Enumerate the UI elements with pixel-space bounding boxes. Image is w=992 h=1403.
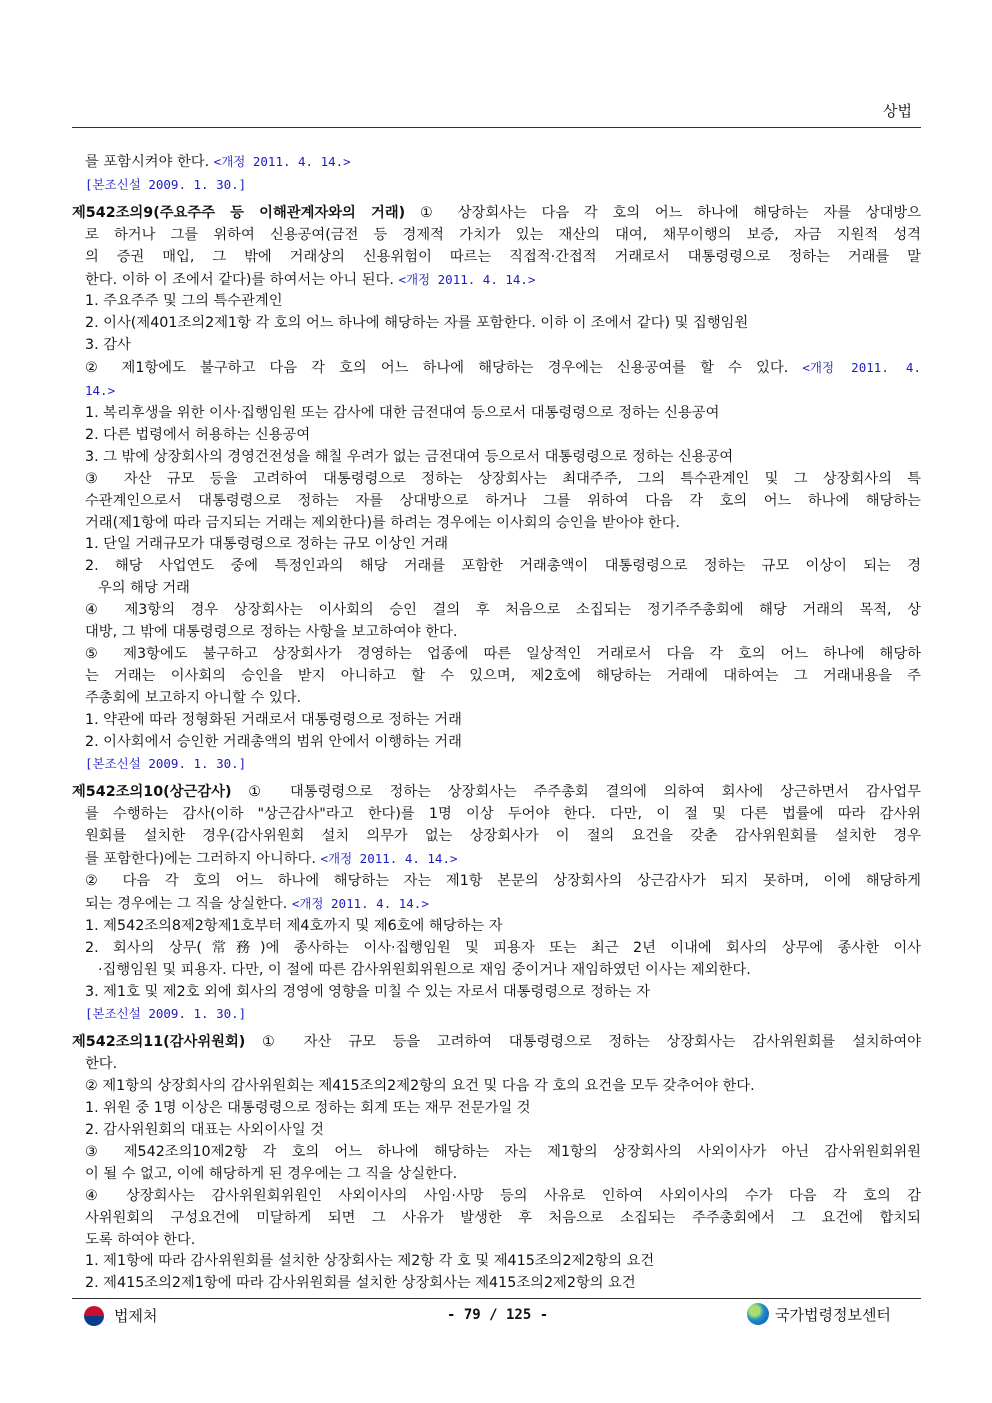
body-line <box>72 826 921 848</box>
line-text: ③ 자산 규모 등을 고려하여 대통령령으로 정하는 상장회사는 최대주주, 그의 특수관계인 및 그 상장회사의 특 <box>85 470 921 487</box>
body-line <box>72 269 921 292</box>
page-number: - 79 / 125 - <box>447 1307 549 1323</box>
original-enactment-note: [본조신설 2009. 1. 30.] <box>85 176 247 192</box>
line-text: 2. 다른 법령에서 허용하는 신용공여 <box>85 426 311 443</box>
line-text: 를 수행하는 감사(이하 "상근감사"라고 한다)를 1명 이상 두어야 한다. 다만, 이 절 및 다른 법률에 따라 감사위 <box>85 806 921 823</box>
line-text: 2. 해당 사업연도 중에 특정인과의 해당 거래를 포함한 거래총액이 대통령령으로 정하는 규모 이상이 되는 경 <box>85 558 921 575</box>
document-body <box>72 151 921 1295</box>
body-line <box>72 960 921 982</box>
line-text: 원회를 설치한 경우(감사위원회 설치 의무가 없는 상장회사가 이 절의 요건을 갖춘 감사위원회를 설치한 경우 <box>85 828 921 845</box>
footer-left-label: 법제처 <box>114 1307 158 1325</box>
body-line <box>72 1054 921 1076</box>
line-text: ② 다음 각 호의 어느 하나에 해당하는 자는 제1항 본문의 상장회사의 상근감사가 되지 못하며, 이에 해당하게 <box>85 873 921 889</box>
footer-right-label: 국가법령정보센터 <box>775 1305 891 1324</box>
line-text: ② 제1항에도 불구하고 다음 각 호의 어느 하나에 해당하는 경우에는 신용공여를 할 수 있다. <box>85 360 789 377</box>
body-line <box>72 688 921 710</box>
body-line <box>72 225 921 247</box>
line-text: 3. 그 밖에 상장회사의 경영건전성을 해칠 우려가 없는 금전대여 등으로서 대통령령으로 정하는 신용공여 <box>85 448 734 465</box>
revision-note: <개정 2011. 4. 14.> <box>398 271 536 287</box>
line-text: ⑤ 제3항에도 불구하고 상장회사가 경영하는 업종에 따른 일상적인 거래로서 다음 각 호의 어느 하나에 해당하 <box>85 645 921 662</box>
line-text: 한다. 이하 이 조에서 같다)를 하여서는 아니 된다. <box>85 271 394 288</box>
body-line <box>72 1003 921 1026</box>
line-text: 의 증권 매입, 그 밖에 거래상의 신용위험이 따르는 직접적·간접적 거래로서 대통령령으로 정하는 거래를 말 <box>85 248 921 265</box>
body-line <box>72 534 921 556</box>
revision-note: 14.> <box>85 383 116 399</box>
line-text: ④ 상장회사는 감사위원회위원인 사외이사의 사임·사망 등의 사유로 인하여 사외이사의 수가 다음 각 호의 감 <box>85 1187 921 1204</box>
line-text: 로 하거나 그를 위하여 신용공여(금전 등 경제적 가치가 있는 재산의 대여, 채무이행의 보증, 자금 지원적 성격 <box>85 226 921 243</box>
line-text: 를 포함한다)에는 그러하지 아니하다. <box>85 851 316 868</box>
body-line <box>72 1273 921 1295</box>
body-line <box>72 1208 921 1230</box>
body-line <box>72 335 921 357</box>
line-text: ③ 제542조의10제2항 각 호의 어느 하나에 해당하는 자는 제1항의 상장회사의 사외이사가 아닌 감사위원회위원 <box>85 1143 921 1160</box>
original-enactment-note: [본조신설 2009. 1. 30.] <box>85 756 247 772</box>
body-line <box>72 848 921 871</box>
body-line <box>72 1230 921 1252</box>
body-line <box>72 982 921 1004</box>
revision-note: <개정 2011. 4. <box>802 360 921 376</box>
body-line <box>72 513 921 535</box>
body-line <box>72 247 921 269</box>
line-text: 2. 이사(제401조의2제1항 각 호의 어느 하나에 해당하는 자를 포함한다. 이하 이 조에서 같다) 및 집행임원 <box>85 315 749 332</box>
original-enactment-note: [본조신설 2009. 1. 30.] <box>85 1006 247 1022</box>
revision-note: <개정 2011. 4. 14.> <box>320 851 458 867</box>
header-divider <box>72 127 921 128</box>
line-text: ① 대통령령으로 정하는 상장회사는 주주총회 결의에 의하여 회사에 상근하면서 감사업무 <box>231 784 921 801</box>
body-line <box>72 938 921 960</box>
body-line <box>72 291 921 313</box>
body-line <box>72 1120 921 1142</box>
body-line <box>72 578 921 600</box>
footer-right <box>747 1303 891 1325</box>
body-line <box>72 447 921 469</box>
body-line <box>72 753 921 776</box>
line-text: 1. 단일 거래규모가 대통령령으로 정하는 규모 이상인 거래 <box>85 536 449 553</box>
line-text: 한다. <box>85 1056 118 1073</box>
body-line <box>72 1186 921 1208</box>
body-line <box>72 1032 921 1054</box>
body-line <box>72 871 921 893</box>
body-line <box>72 174 921 197</box>
body-line <box>72 151 921 174</box>
body-line <box>72 1164 921 1186</box>
line-text: 1. 제1항에 따라 감사위원회를 설치한 상장회사는 제2항 각 호 및 제415조의2제2항의 요건 <box>85 1253 655 1270</box>
footer-divider <box>72 1298 921 1299</box>
globe-logo-icon <box>747 1303 769 1325</box>
line-text: 사위원회의 구성요건에 미달하게 되면 그 사유가 발생한 후 처음으로 소집되는 주주총회에서 그 요건에 합치되 <box>85 1209 921 1226</box>
line-text: 대방, 그 밖에 대통령령으로 정하는 사항을 보고하여야 한다. <box>85 624 458 641</box>
body-line <box>72 203 921 225</box>
body-line <box>72 1251 921 1273</box>
line-text: 2. 이사회에서 승인한 거래총액의 범위 안에서 이행하는 거래 <box>85 733 462 750</box>
body-line <box>72 357 921 380</box>
body-line <box>72 491 921 513</box>
body-line <box>72 916 921 938</box>
article-title: 제542조의11(감사위원회) <box>72 1034 246 1051</box>
body-line <box>72 1098 921 1120</box>
line-text: 1. 약관에 따라 정형화된 거래로서 대통령령으로 정하는 거래 <box>85 711 462 728</box>
line-text: 우의 해당 거래 <box>98 580 190 597</box>
body-line <box>72 469 921 491</box>
body-line <box>72 380 921 403</box>
body-line <box>72 425 921 447</box>
body-line <box>72 313 921 335</box>
body-line <box>72 644 921 666</box>
revision-note: <개정 2011. 4. 14.> <box>291 895 429 911</box>
line-text: 되는 경우에는 그 직을 상실한다. <box>85 895 288 912</box>
line-text: 1. 주요주주 및 그의 특수관계인 <box>85 293 283 310</box>
body-line <box>72 893 921 916</box>
header-title: 상법 <box>883 102 912 120</box>
line-text: ④ 제3항의 경우 상장회사는 이사회의 승인 결의 후 처음으로 소집되는 정기주주총회에 해당 거래의 목적, 상 <box>85 602 921 619</box>
line-text: 2. 감사위원회의 대표는 사외이사일 것 <box>85 1121 324 1138</box>
body-line <box>72 1142 921 1164</box>
taeguk-logo-icon <box>84 1306 104 1326</box>
line-text: 거래(제1항에 따라 금지되는 거래는 제외한다)를 하려는 경우에는 이사회의 승인을 받아야 한다. <box>85 514 681 531</box>
line-text: 는 거래는 이사회의 승인을 받지 아니하고 할 수 있으며, 제2호에 해당하는 거래에 대하여는 그 거래내용을 주 <box>85 667 921 684</box>
body-line <box>72 600 921 622</box>
line-text: 2. 제415조의2제1항에 따라 감사위원회를 설치한 상장회사는 제415조의2제2항의 요건 <box>85 1275 636 1292</box>
body-line <box>72 622 921 644</box>
article-title: 제542조의9(주요주주 등 이해관계자와의 거래) <box>72 204 406 221</box>
body-line <box>72 403 921 425</box>
line-text: 이 될 수 없고, 이에 해당하게 된 경우에는 그 직을 상실한다. <box>85 1165 458 1182</box>
body-line <box>72 782 921 804</box>
line-text: ① 자산 규모 등을 고려하여 대통령령으로 정하는 상장회사는 감사위원회를 설치하여야 <box>245 1034 921 1051</box>
line-text: ·집행임원 및 피용자. 다만, 이 절에 따른 감사위원회위원으로 재임 중이거나 재임하였던 이사는 제외한다. <box>98 961 751 978</box>
body-line <box>72 804 921 826</box>
line-text: ① 상장회사는 다음 각 호의 어느 하나에 해당하는 자를 상대방으 <box>405 204 921 221</box>
line-text: 수관계인으로서 대통령령으로 정하는 자를 상대방으로 하거나 그를 위하여 다음 각 호의 어느 하나에 해당하는 <box>85 492 921 509</box>
body-line <box>72 1076 921 1098</box>
line-text: 1. 위원 중 1명 이상은 대통령령으로 정하는 회계 또는 재무 전문가일 것 <box>85 1100 531 1117</box>
article-title: 제542조의10(상근감사) <box>72 784 232 801</box>
body-line <box>72 666 921 688</box>
line-text: 3. 제1호 및 제2호 외에 회사의 경영에 영향을 미칠 수 있는 자로서 대통령령으로 정하는 자 <box>85 983 651 1000</box>
body-line <box>72 556 921 578</box>
line-text: 3. 감사 <box>85 337 131 354</box>
body-line <box>72 732 921 754</box>
line-text: ② 제1항의 상장회사의 감사위원회는 제415조의2제2항의 요건 및 다음 각 호의 요건을 모두 갖추어야 한다. <box>85 1078 755 1095</box>
footer-left <box>84 1305 157 1326</box>
line-text: 2. 회사의 상무(常務)에 종사하는 이사·집행임원 및 피용자 또는 최근 2년 이내에 회사의 상무에 종사한 이사 <box>85 939 921 956</box>
line-text: 도록 하여야 한다. <box>85 1231 196 1248</box>
line-text: 1. 복리후생을 위한 이사·집행임원 또는 감사에 대한 금전대여 등으로서 대통령령으로 정하는 신용공여 <box>85 404 720 421</box>
line-text: 를 포함시켜야 한다. <box>85 154 210 170</box>
line-text: 주총회에 보고하지 아니할 수 있다. <box>85 689 302 706</box>
body-line <box>72 710 921 732</box>
line-text: 1. 제542조의8제2항제1호부터 제4호까지 및 제6호에 해당하는 자 <box>85 917 503 934</box>
revision-note: <개정 2011. 4. 14.> <box>213 154 351 169</box>
